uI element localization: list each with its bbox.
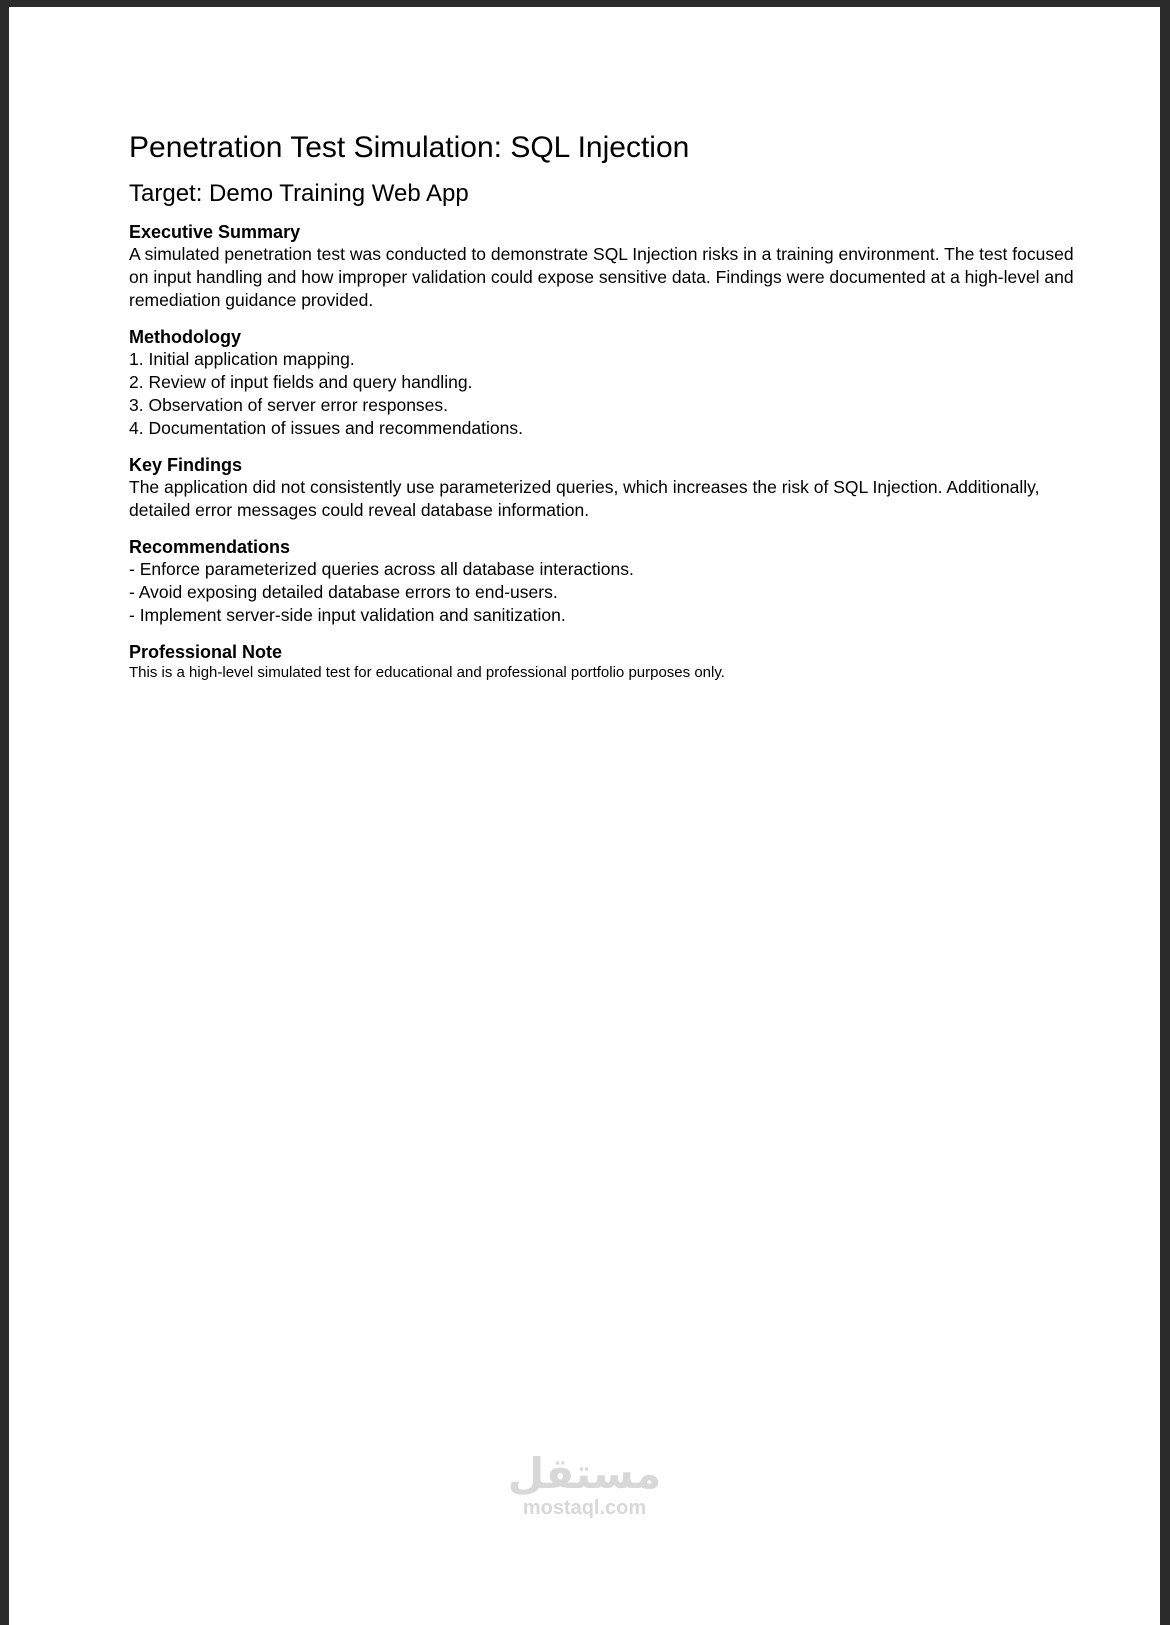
section-recommendations [129,536,1089,627]
section-executive-summary [129,221,1089,312]
section-heading: Recommendations [129,537,291,557]
watermark-url: mostaql.com [522,1497,647,1519]
document-title: Penetration Test Simulation: SQL Injection [129,131,690,164]
section-paragraph: The application did not consistently use parameterized queries, which increases the risk of SQL Injection. Additionally, detailed error messages could reveal database information. [129,477,1040,520]
list-item: 4. Documentation of issues and recommendations. [129,418,523,438]
section-methodology [129,326,1089,440]
watermark [9,1447,1160,1519]
list-item: - Enforce parameterized queries across all database interactions. [129,559,634,579]
list-item: - Implement server-side input validation and sanitization. [129,605,566,625]
list-item: - Avoid exposing detailed database errors to end-users. [129,582,558,602]
watermark-logo: مستقل [507,1449,662,1498]
document-content [129,129,1089,683]
section-professional-note [129,641,1089,683]
list-item: 1. Initial application mapping. [129,349,355,369]
list-item: 2. Review of input fields and query handling. [129,372,473,392]
section-heading: Executive Summary [129,222,301,242]
section-key-findings [129,454,1089,522]
section-heading: Key Findings [129,455,243,475]
section-paragraph: A simulated penetration test was conducted to demonstrate SQL Injection risks in a training environment. The test focused on input handling and how improper validation could expose sensitive data. Findings were documented at a high-level and remediation guidance provided. [129,244,1074,310]
section-heading: Professional Note [129,642,283,662]
section-heading: Methodology [129,327,241,347]
document-page [9,7,1160,1625]
list-item: 3. Observation of server error responses. [129,395,449,415]
document-subtitle: Target: Demo Training Web App [129,180,469,207]
section-paragraph: This is a high-level simulated test for educational and professional portfolio purposes only. [129,664,725,681]
